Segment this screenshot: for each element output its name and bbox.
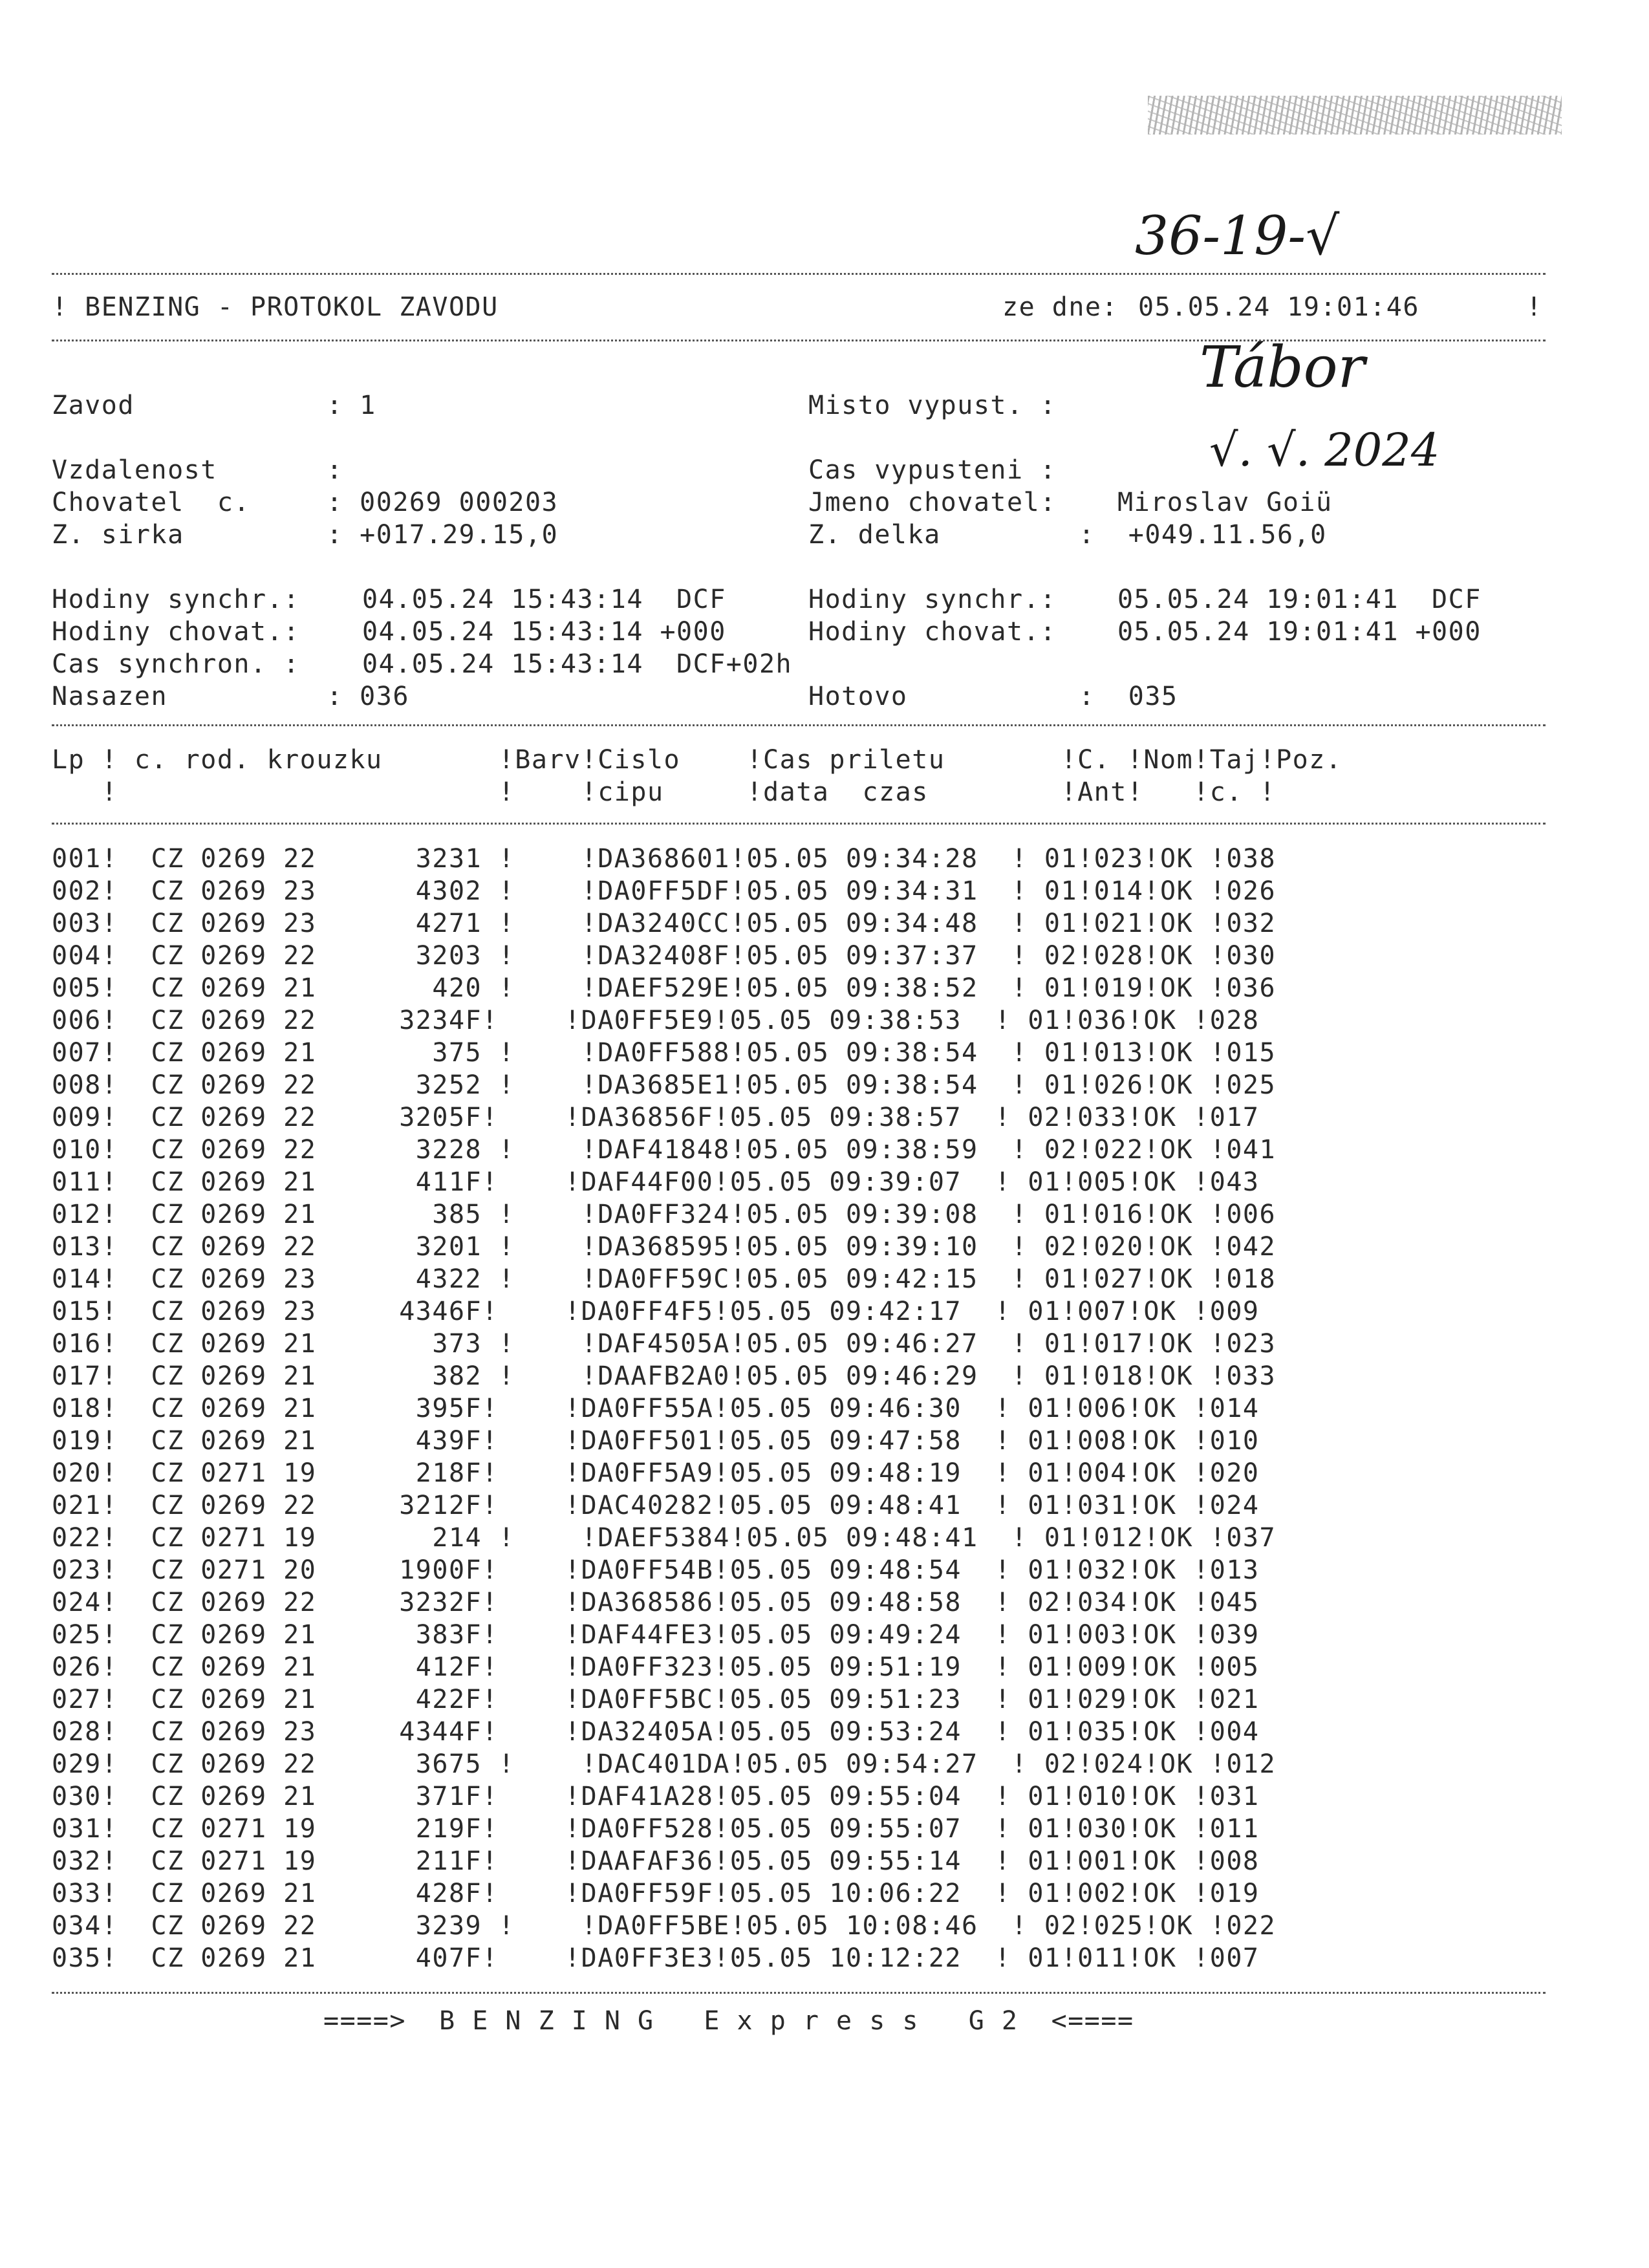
table-bottom-rule xyxy=(52,1992,1546,1994)
zavod-label: Zavod xyxy=(52,391,135,420)
table-row-text: 021! CZ 0269 22 3212F! !DAC40282!05.05 09:48:41 ! 01!031!OK !024 xyxy=(52,1491,1260,1520)
benzing-footer: ====> B E N Z I N G E x p r e s s G 2 <==== xyxy=(323,2006,1134,2036)
table-row-text: 027! CZ 0269 21 422F! !DA0FF5BC!05.05 09:51:23 ! 01!029!OK !021 xyxy=(52,1685,1260,1714)
table-row-text: 033! CZ 0269 21 428F! !DA0FF59F!05.05 10:06:22 ! 01!002!OK !019 xyxy=(52,1879,1260,1908)
top-rule xyxy=(52,273,1546,275)
table-row-text: 016! CZ 0269 21 373 ! !DAF4505A!05.05 09:46:27 ! 01!017!OK !023 xyxy=(52,1329,1277,1359)
table-row xyxy=(52,1942,1260,1974)
table-row xyxy=(52,1651,1260,1683)
table-row xyxy=(52,1392,1260,1425)
vzdalenost-label: Vzdalenost xyxy=(52,455,217,485)
table-row-text: 024! CZ 0269 22 3232F! !DA368586!05.05 09:48:58 ! 02!034!OK !045 xyxy=(52,1588,1260,1617)
table-row-text: 032! CZ 0271 19 211F! !DAAFAF36!05.05 09:55:14 ! 01!001!OK !008 xyxy=(52,1846,1260,1876)
table-row xyxy=(52,907,1276,940)
hodiny-synchr-label-2: Hodiny synchr.: xyxy=(808,585,1057,614)
table-row xyxy=(52,1586,1260,1619)
table-row xyxy=(52,1101,1260,1134)
faded-stamp xyxy=(1148,96,1562,135)
table-row-text: 005! CZ 0269 21 420 ! !DAEF529E!05.05 09:38:52 ! 01!019!OK !036 xyxy=(52,973,1277,1003)
table-row-text: 031! CZ 0271 19 219F! !DA0FF528!05.05 09:55:07 ! 01!030!OK !011 xyxy=(52,1814,1260,1844)
table-row xyxy=(52,1845,1260,1877)
vzdalenost-value: : xyxy=(327,455,343,485)
table-row-text: 029! CZ 0269 22 3675 ! !DAC401DA!05.05 09:54:27 ! 02!024!OK !012 xyxy=(52,1749,1277,1779)
table-row xyxy=(52,1037,1276,1069)
table-row-text: 006! CZ 0269 22 3234F! !DA0FF5E9!05.05 09:38:53 ! 01!036!OK !028 xyxy=(52,1006,1260,1035)
header-rule xyxy=(52,340,1546,341)
table-row-text: 020! CZ 0271 19 218F! !DA0FF5A9!05.05 09:48:19 ! 01!004!OK !020 xyxy=(52,1458,1260,1488)
handwritten-date: √. √. 2024 xyxy=(1209,424,1440,477)
table-row xyxy=(52,1198,1276,1231)
handwritten-code: 36-19-√ xyxy=(1135,206,1340,267)
report-title: ! BENZING - PROTOKOL ZAVODU xyxy=(52,292,499,322)
table-row xyxy=(52,843,1276,875)
table-row-text: 003! CZ 0269 23 4271 ! !DA3240CC!05.05 09:34:48 ! 01!021!OK !032 xyxy=(52,909,1277,938)
table-header-line-1: Lp ! c. rod. krouzku !Barv!Cislo !Cas priletu !C. !Nom!Taj!Poz. xyxy=(52,745,1342,775)
hodiny-chovat-label-1: Hodiny chovat.: xyxy=(52,617,300,647)
hodiny-synchr-value-1: 04.05.24 15:43:14 DCF xyxy=(362,585,726,614)
hotovo-label: Hotovo xyxy=(808,682,908,711)
table-row-text: 030! CZ 0269 21 371F! !DAF41A28!05.05 09:55:04 ! 01!010!OK !031 xyxy=(52,1782,1260,1811)
cas-synchron-value: 04.05.24 15:43:14 DCF+02h xyxy=(362,649,793,679)
report-title-end: ! xyxy=(1526,292,1543,322)
hodiny-chovat-value-1: 04.05.24 15:43:14 +000 xyxy=(362,617,726,647)
table-row xyxy=(52,1813,1260,1845)
table-row-text: 018! CZ 0269 21 395F! !DA0FF55A!05.05 09:46:30 ! 01!006!OK !014 xyxy=(52,1394,1260,1423)
table-row xyxy=(52,1716,1260,1748)
table-row xyxy=(52,1231,1276,1263)
report-date-value: 05.05.24 19:01:46 xyxy=(1138,292,1419,322)
report-date-label: ze dne: xyxy=(1002,292,1119,322)
table-row xyxy=(52,1425,1260,1457)
table-row xyxy=(52,875,1276,907)
table-row xyxy=(52,1328,1276,1360)
table-row xyxy=(52,1748,1276,1780)
table-row xyxy=(52,1295,1260,1328)
table-row-text: 007! CZ 0269 21 375 ! !DA0FF588!05.05 09:38:54 ! 01!013!OK !015 xyxy=(52,1038,1277,1068)
table-header-rule xyxy=(52,823,1546,825)
table-row xyxy=(52,972,1276,1004)
table-row-text: 015! CZ 0269 23 4346F! !DA0FF4F5!05.05 09:42:17 ! 01!007!OK !009 xyxy=(52,1297,1260,1326)
table-row xyxy=(52,1877,1260,1910)
hodiny-chovat-label-2: Hodiny chovat.: xyxy=(808,617,1057,647)
jmeno-label: Jmeno chovatel: xyxy=(808,488,1057,517)
table-row-text: 017! CZ 0269 21 382 ! !DAAFB2A0!05.05 09:46:29 ! 01!018!OK !033 xyxy=(52,1361,1277,1391)
table-row xyxy=(52,1554,1260,1586)
table-row-text: 023! CZ 0271 20 1900F! !DA0FF54B!05.05 09:48:54 ! 01!032!OK !013 xyxy=(52,1555,1260,1585)
table-row-text: 022! CZ 0271 19 214 ! !DAEF5384!05.05 09:48:41 ! 01!012!OK !037 xyxy=(52,1523,1277,1553)
cas-vypusteni-label: Cas vypusteni : xyxy=(808,455,1057,485)
table-row xyxy=(52,1360,1276,1392)
jmeno-value: Miroslav Goiü xyxy=(1117,488,1333,517)
table-row xyxy=(52,1166,1260,1198)
table-row-text: 014! CZ 0269 23 4322 ! !DA0FF59C!05.05 09:42:15 ! 01!027!OK !018 xyxy=(52,1264,1277,1294)
hotovo-value: : 035 xyxy=(1079,682,1178,711)
table-row-text: 010! CZ 0269 22 3228 ! !DAF41848!05.05 09:38:59 ! 02!022!OK !041 xyxy=(52,1135,1277,1165)
table-row-text: 008! CZ 0269 22 3252 ! !DA3685E1!05.05 09:38:54 ! 01!026!OK !025 xyxy=(52,1070,1277,1100)
table-row-text: 028! CZ 0269 23 4344F! !DA32405A!05.05 09:53:24 ! 01!035!OK !004 xyxy=(52,1717,1260,1747)
table-row-text: 011! CZ 0269 21 411F! !DAF44F00!05.05 09:39:07 ! 01!005!OK !043 xyxy=(52,1167,1260,1197)
table-row xyxy=(52,1004,1260,1037)
hodiny-synchr-label-1: Hodiny synchr.: xyxy=(52,585,300,614)
table-row xyxy=(52,1489,1260,1522)
table-row xyxy=(52,1263,1276,1295)
table-row xyxy=(52,940,1276,972)
table-row-text: 009! CZ 0269 22 3205F! !DA36856F!05.05 09:38:57 ! 02!033!OK !017 xyxy=(52,1103,1260,1132)
table-row-text: 002! CZ 0269 23 4302 ! !DA0FF5DF!05.05 09:34:31 ! 01!014!OK !026 xyxy=(52,876,1277,906)
table-row xyxy=(52,1910,1276,1942)
zavod-value: : 1 xyxy=(327,391,376,420)
table-row-text: 034! CZ 0269 22 3239 ! !DA0FF5BE!05.05 10:08:46 ! 02!025!OK !022 xyxy=(52,1911,1277,1941)
nasazen-label: Nasazen xyxy=(52,682,168,711)
table-row xyxy=(52,1619,1260,1651)
sirka-value: : +017.29.15,0 xyxy=(327,520,559,550)
delka-label: Z. delka xyxy=(808,520,941,550)
table-row xyxy=(52,1069,1276,1101)
handwritten-place: Tábor xyxy=(1200,334,1365,400)
nasazen-value: : 036 xyxy=(327,682,409,711)
table-row-text: 035! CZ 0269 21 407F! !DA0FF3E3!05.05 10:12:22 ! 01!011!OK !007 xyxy=(52,1943,1260,1973)
table-row-text: 001! CZ 0269 22 3231 ! !DA368601!05.05 09:34:28 ! 01!023!OK !038 xyxy=(52,844,1277,874)
table-row xyxy=(52,1457,1260,1489)
table-row-text: 025! CZ 0269 21 383F! !DAF44FE3!05.05 09:49:24 ! 01!003!OK !039 xyxy=(52,1620,1260,1650)
table-row-text: 013! CZ 0269 22 3201 ! !DA368595!05.05 09:39:10 ! 02!020!OK !042 xyxy=(52,1232,1277,1262)
delka-value: : +049.11.56,0 xyxy=(1079,520,1327,550)
hodiny-chovat-value-2: 05.05.24 19:01:41 +000 xyxy=(1117,617,1482,647)
misto-label: Misto vypust. : xyxy=(808,391,1057,420)
table-row-text: 004! CZ 0269 22 3203 ! !DA32408F!05.05 09:37:37 ! 02!028!OK !030 xyxy=(52,941,1277,971)
table-header-line-2: ! ! !cipu !data czas !Ant! !c. ! xyxy=(52,777,1277,807)
sirka-label: Z. sirka xyxy=(52,520,184,550)
table-row-text: 026! CZ 0269 21 412F! !DA0FF323!05.05 09:51:19 ! 01!009!OK !005 xyxy=(52,1652,1260,1682)
table-top-rule xyxy=(52,724,1546,726)
table-row xyxy=(52,1780,1260,1813)
table-row-text: 012! CZ 0269 21 385 ! !DA0FF324!05.05 09:39:08 ! 01!016!OK !006 xyxy=(52,1200,1277,1229)
table-row xyxy=(52,1522,1276,1554)
table-row-text: 019! CZ 0269 21 439F! !DA0FF501!05.05 09:47:58 ! 01!008!OK !010 xyxy=(52,1426,1260,1456)
chovatel-label: Chovatel c. xyxy=(52,488,250,517)
cas-synchron-label: Cas synchron. : xyxy=(52,649,300,679)
table-row xyxy=(52,1134,1276,1166)
table-row xyxy=(52,1683,1260,1716)
hodiny-synchr-value-2: 05.05.24 19:01:41 DCF xyxy=(1117,585,1482,614)
chovatel-value: : 00269 000203 xyxy=(327,488,559,517)
